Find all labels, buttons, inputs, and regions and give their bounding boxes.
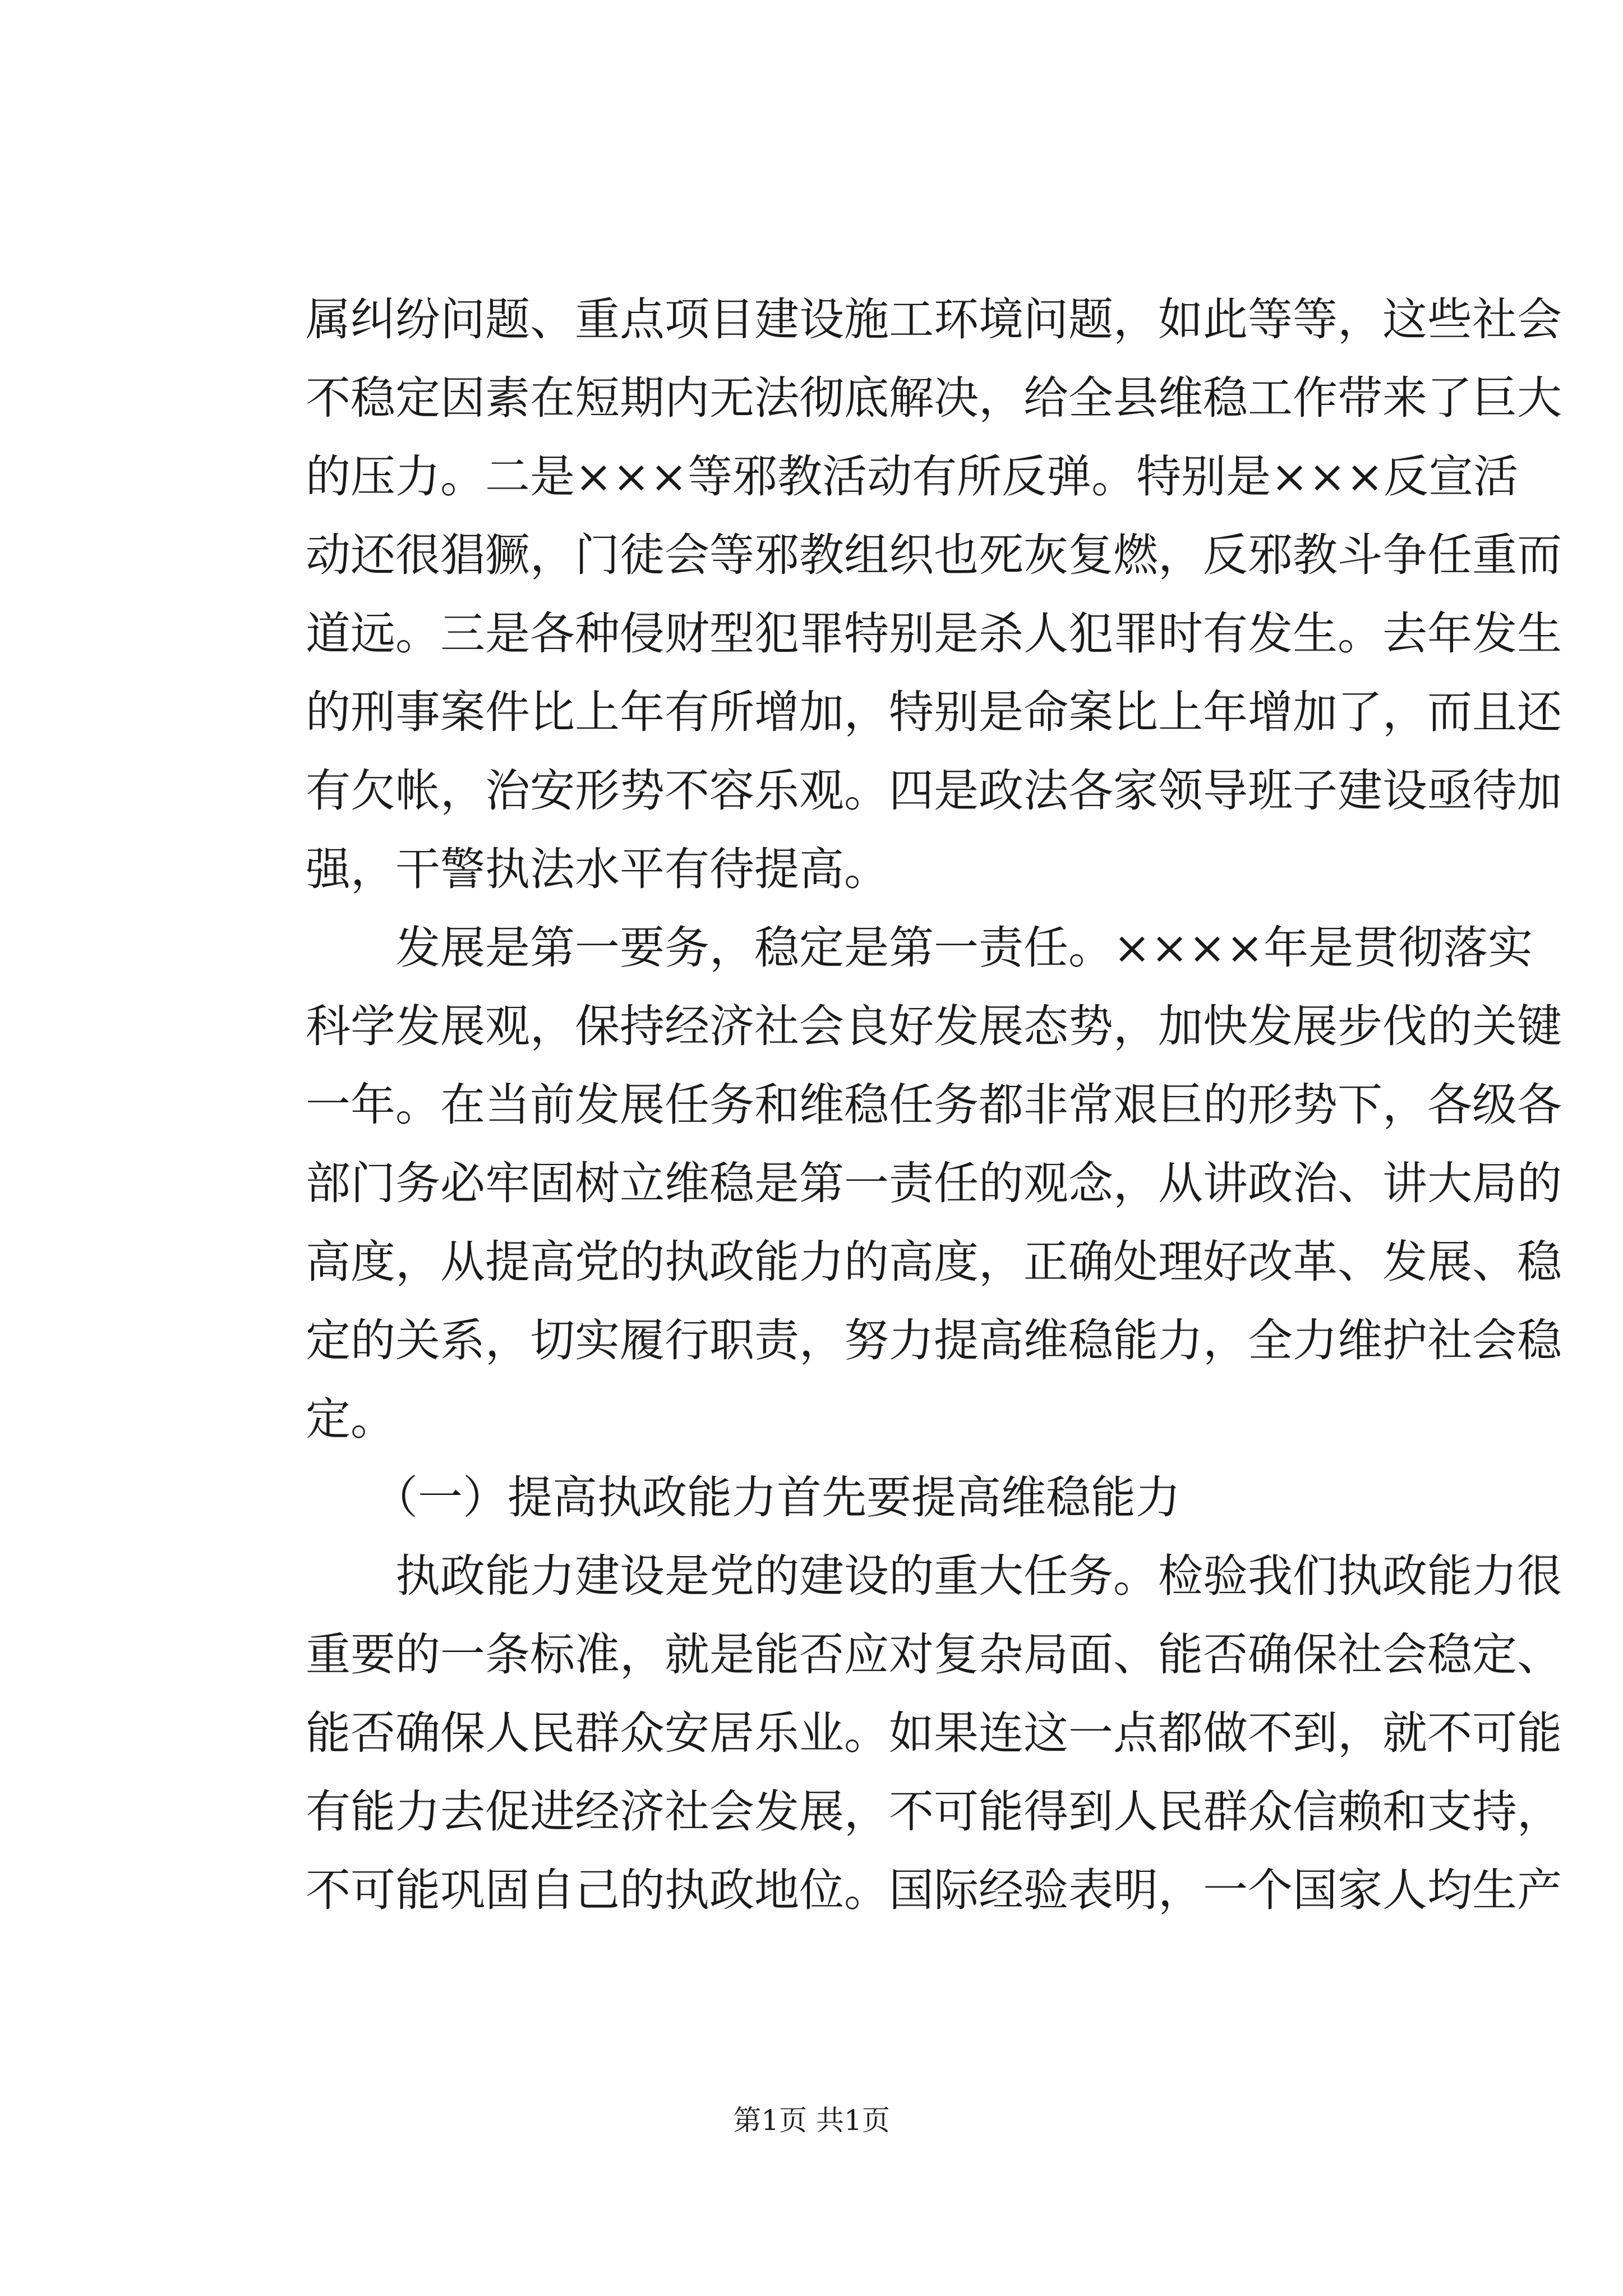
text-line: 道远。三是各种侵财型犯罪特别是杀人犯罪时有发生。去年发生 (306, 608, 1562, 660)
text-line: 有欠帐，治安形势不容乐观。四是政法各家领导班子建设亟待加 (306, 765, 1562, 817)
text-line: 重要的一条标准，就是能否应对复杂局面、能否确保社会稳定、 (306, 1628, 1562, 1681)
text-line: 动还很猖獗，门徒会等邪教组织也死灰复燃，反邪教斗争任重而 (306, 529, 1562, 581)
text-line: 有能力去促进经济社会发展，不可能得到人民群众信赖和支持， (306, 1786, 1562, 1838)
text-line: 一年。在当前发展任务和维稳任务都非常艰巨的形势下，各级各 (306, 1079, 1562, 1131)
text-line: 不稳定因素在短期内无法彻底解决，给全县维稳工作带来了巨大 (306, 372, 1562, 424)
text-line: 能否确保人民群众安居乐业。如果连这一点都做不到，就不可能 (306, 1707, 1562, 1759)
text-line: 定的关系，切实履行职责，努力提高维稳能力，全力维护社会稳 (306, 1314, 1562, 1366)
text-line: 的压力。二是×××等邪教活动有所反弹。特别是×××反宣活 (306, 450, 1519, 503)
text-line: 发展是第一要务，稳定是第一责任。××××年是贯彻落实 (306, 922, 1533, 974)
text-line: 部门务必牢固树立维稳是第一责任的观念，从讲政治、讲大局的 (306, 1157, 1562, 1209)
page-footer: 第1页 共1页 (733, 2104, 890, 2137)
text-line: 属纠纷问题、重点项目建设施工环境问题，如此等等，这些社会 (306, 293, 1562, 346)
text-line: 定。 (306, 1393, 395, 1445)
text-line: 科学发展观，保持经济社会良好发展态势，加快发展步伐的关键 (306, 1000, 1562, 1052)
document-body (306, 280, 1562, 1930)
text-line: 不可能巩固自己的执政地位。国际经验表明，一个国家人均生产 (306, 1864, 1562, 1916)
text-line: 的刑事案件比上年有所增加，特别是命案比上年增加了，而且还 (306, 686, 1562, 738)
text-line: （一）提高执政能力首先要提高维稳能力 (306, 1471, 1181, 1524)
text-line: 强，干警执法水平有待提高。 (306, 843, 889, 895)
text-line: 高度，从提高党的执政能力的高度，正确处理好改革、发展、稳 (306, 1236, 1562, 1288)
text-line: 执政能力建设是党的建设的重大任务。检验我们执政能力很 (306, 1550, 1562, 1602)
